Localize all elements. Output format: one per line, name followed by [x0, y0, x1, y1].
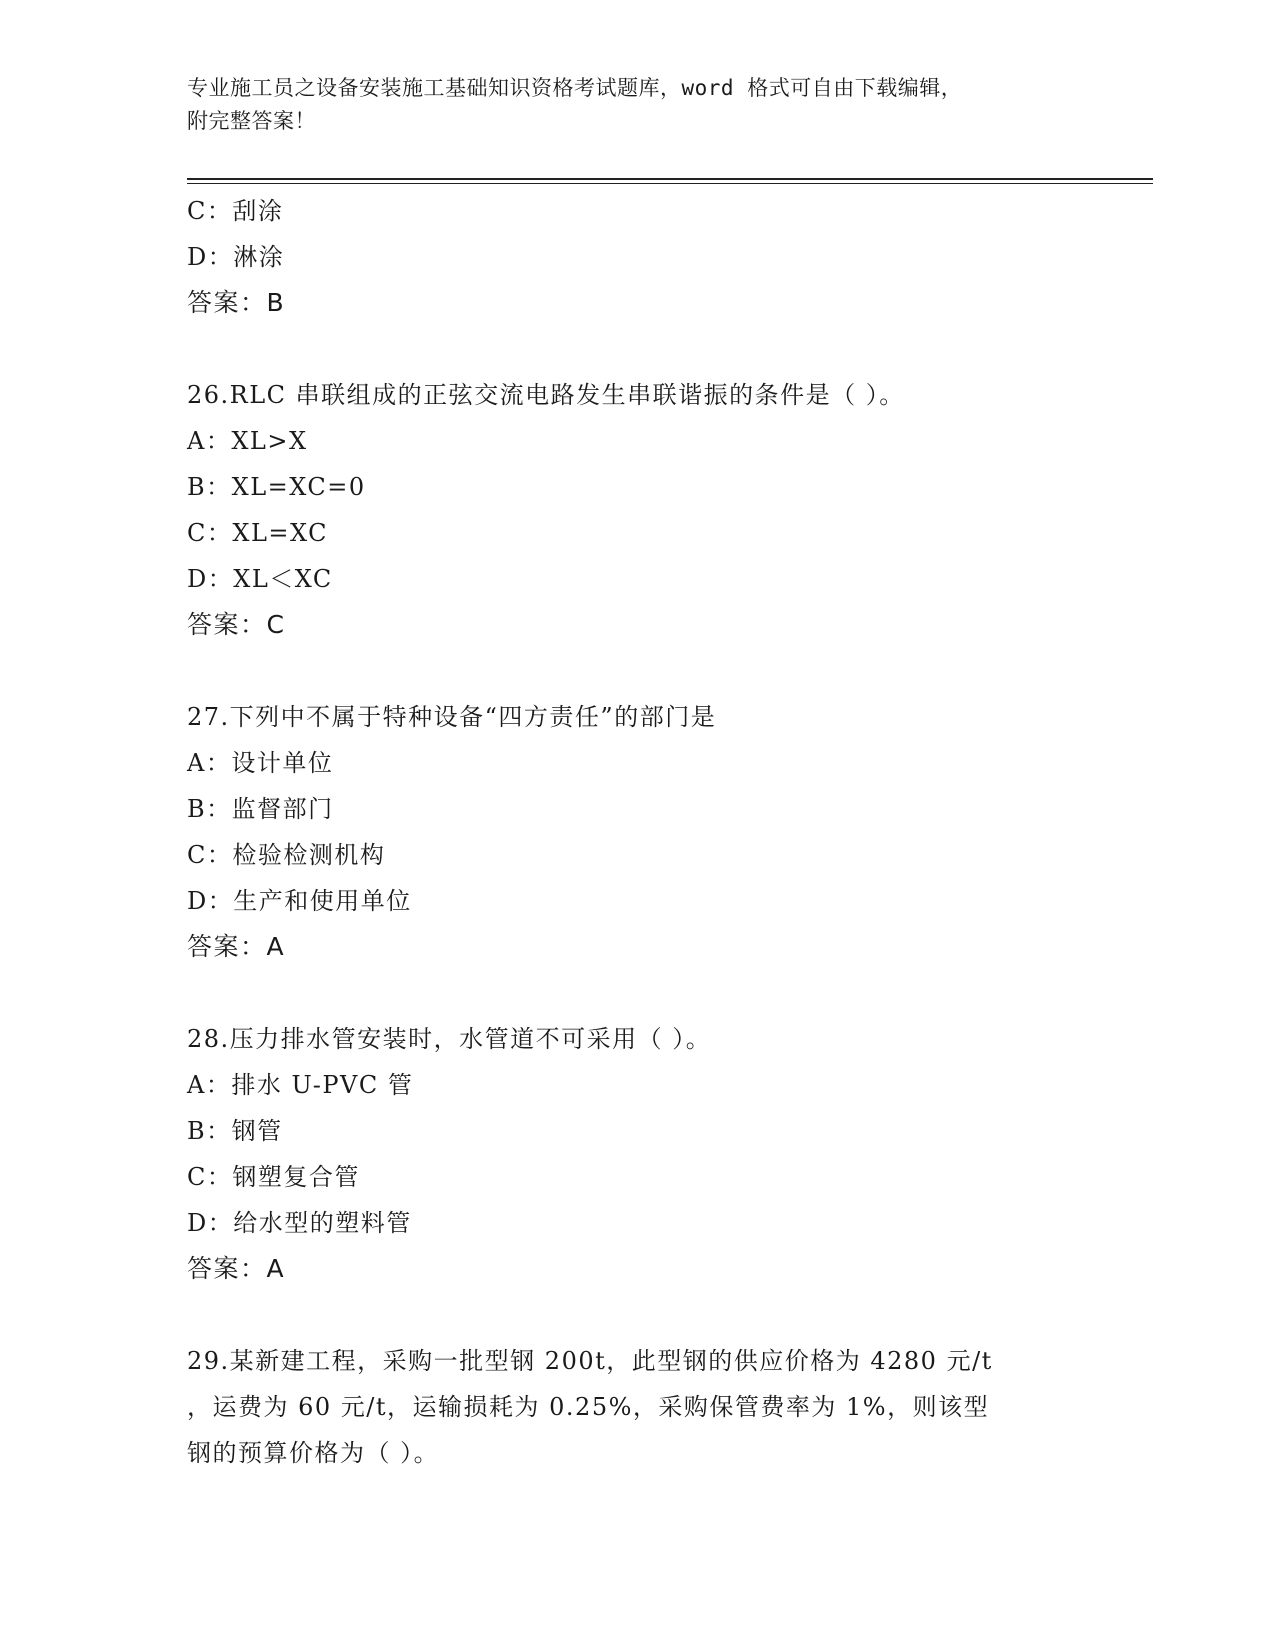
- question-25-tail: [187, 188, 1087, 326]
- header-line-1: 专业施工员之设备安装施工基础知识资格考试题库，word 格式可自由下载编辑，: [187, 76, 963, 100]
- spacer: [187, 326, 1087, 372]
- option-d: D：生产和使用单位: [187, 887, 412, 915]
- question-26: [187, 372, 1087, 648]
- option-a: A：设计单位: [187, 749, 334, 777]
- option-d: D：XL＜XC: [187, 565, 333, 593]
- option-c: C：检验检测机构: [187, 841, 386, 869]
- header-divider-thick: [187, 178, 1153, 180]
- option-c: C：XL=XC: [187, 519, 329, 547]
- answer: 答案：C: [187, 610, 286, 639]
- option-d: D：给水型的塑料管: [187, 1209, 412, 1237]
- document-header: [187, 72, 1087, 138]
- question-stem-line-3: 钢的预算价格为（ ）。: [187, 1439, 440, 1467]
- option-b: B：XL=XC=0: [187, 473, 366, 501]
- question-list: [187, 188, 1087, 1476]
- option-a: A：XL>X: [187, 427, 308, 455]
- header-line-2: 附完整答案！: [187, 109, 316, 133]
- spacer: [187, 1292, 1087, 1338]
- option-a: A：排水 U-PVC 管: [187, 1071, 414, 1099]
- question-stem: 27.下列中不属于特种设备“四方责任”的部门是: [187, 703, 717, 731]
- question-stem: 28.压力排水管安装时，水管道不可采用（ ）。: [187, 1025, 712, 1053]
- question-27: [187, 694, 1087, 970]
- question-28: [187, 1016, 1087, 1292]
- question-stem: 26.RLC 串联组成的正弦交流电路发生串联谐振的条件是（ ）。: [187, 381, 905, 409]
- answer: 答案：A: [187, 932, 286, 961]
- header-divider-thin: [187, 183, 1153, 184]
- option-d: D：淋涂: [187, 243, 285, 271]
- option-b: B：监督部门: [187, 795, 334, 823]
- spacer: [187, 648, 1087, 694]
- option-c: C：钢塑复合管: [187, 1163, 360, 1191]
- option-b: B：钢管: [187, 1117, 283, 1145]
- answer: 答案：B: [187, 288, 286, 317]
- question-stem-line-2: ，运费为 60 元/t，运输损耗为 0.25%，采购保管费率为 1%，则该型: [187, 1393, 990, 1421]
- question-stem-line-1: 29.某新建工程，采购一批型钢 200t，此型钢的供应价格为 4280 元/t: [187, 1347, 993, 1375]
- option-c: C：刮涂: [187, 197, 284, 225]
- answer: 答案：A: [187, 1254, 286, 1283]
- question-29: [187, 1338, 1087, 1476]
- spacer: [187, 970, 1087, 1016]
